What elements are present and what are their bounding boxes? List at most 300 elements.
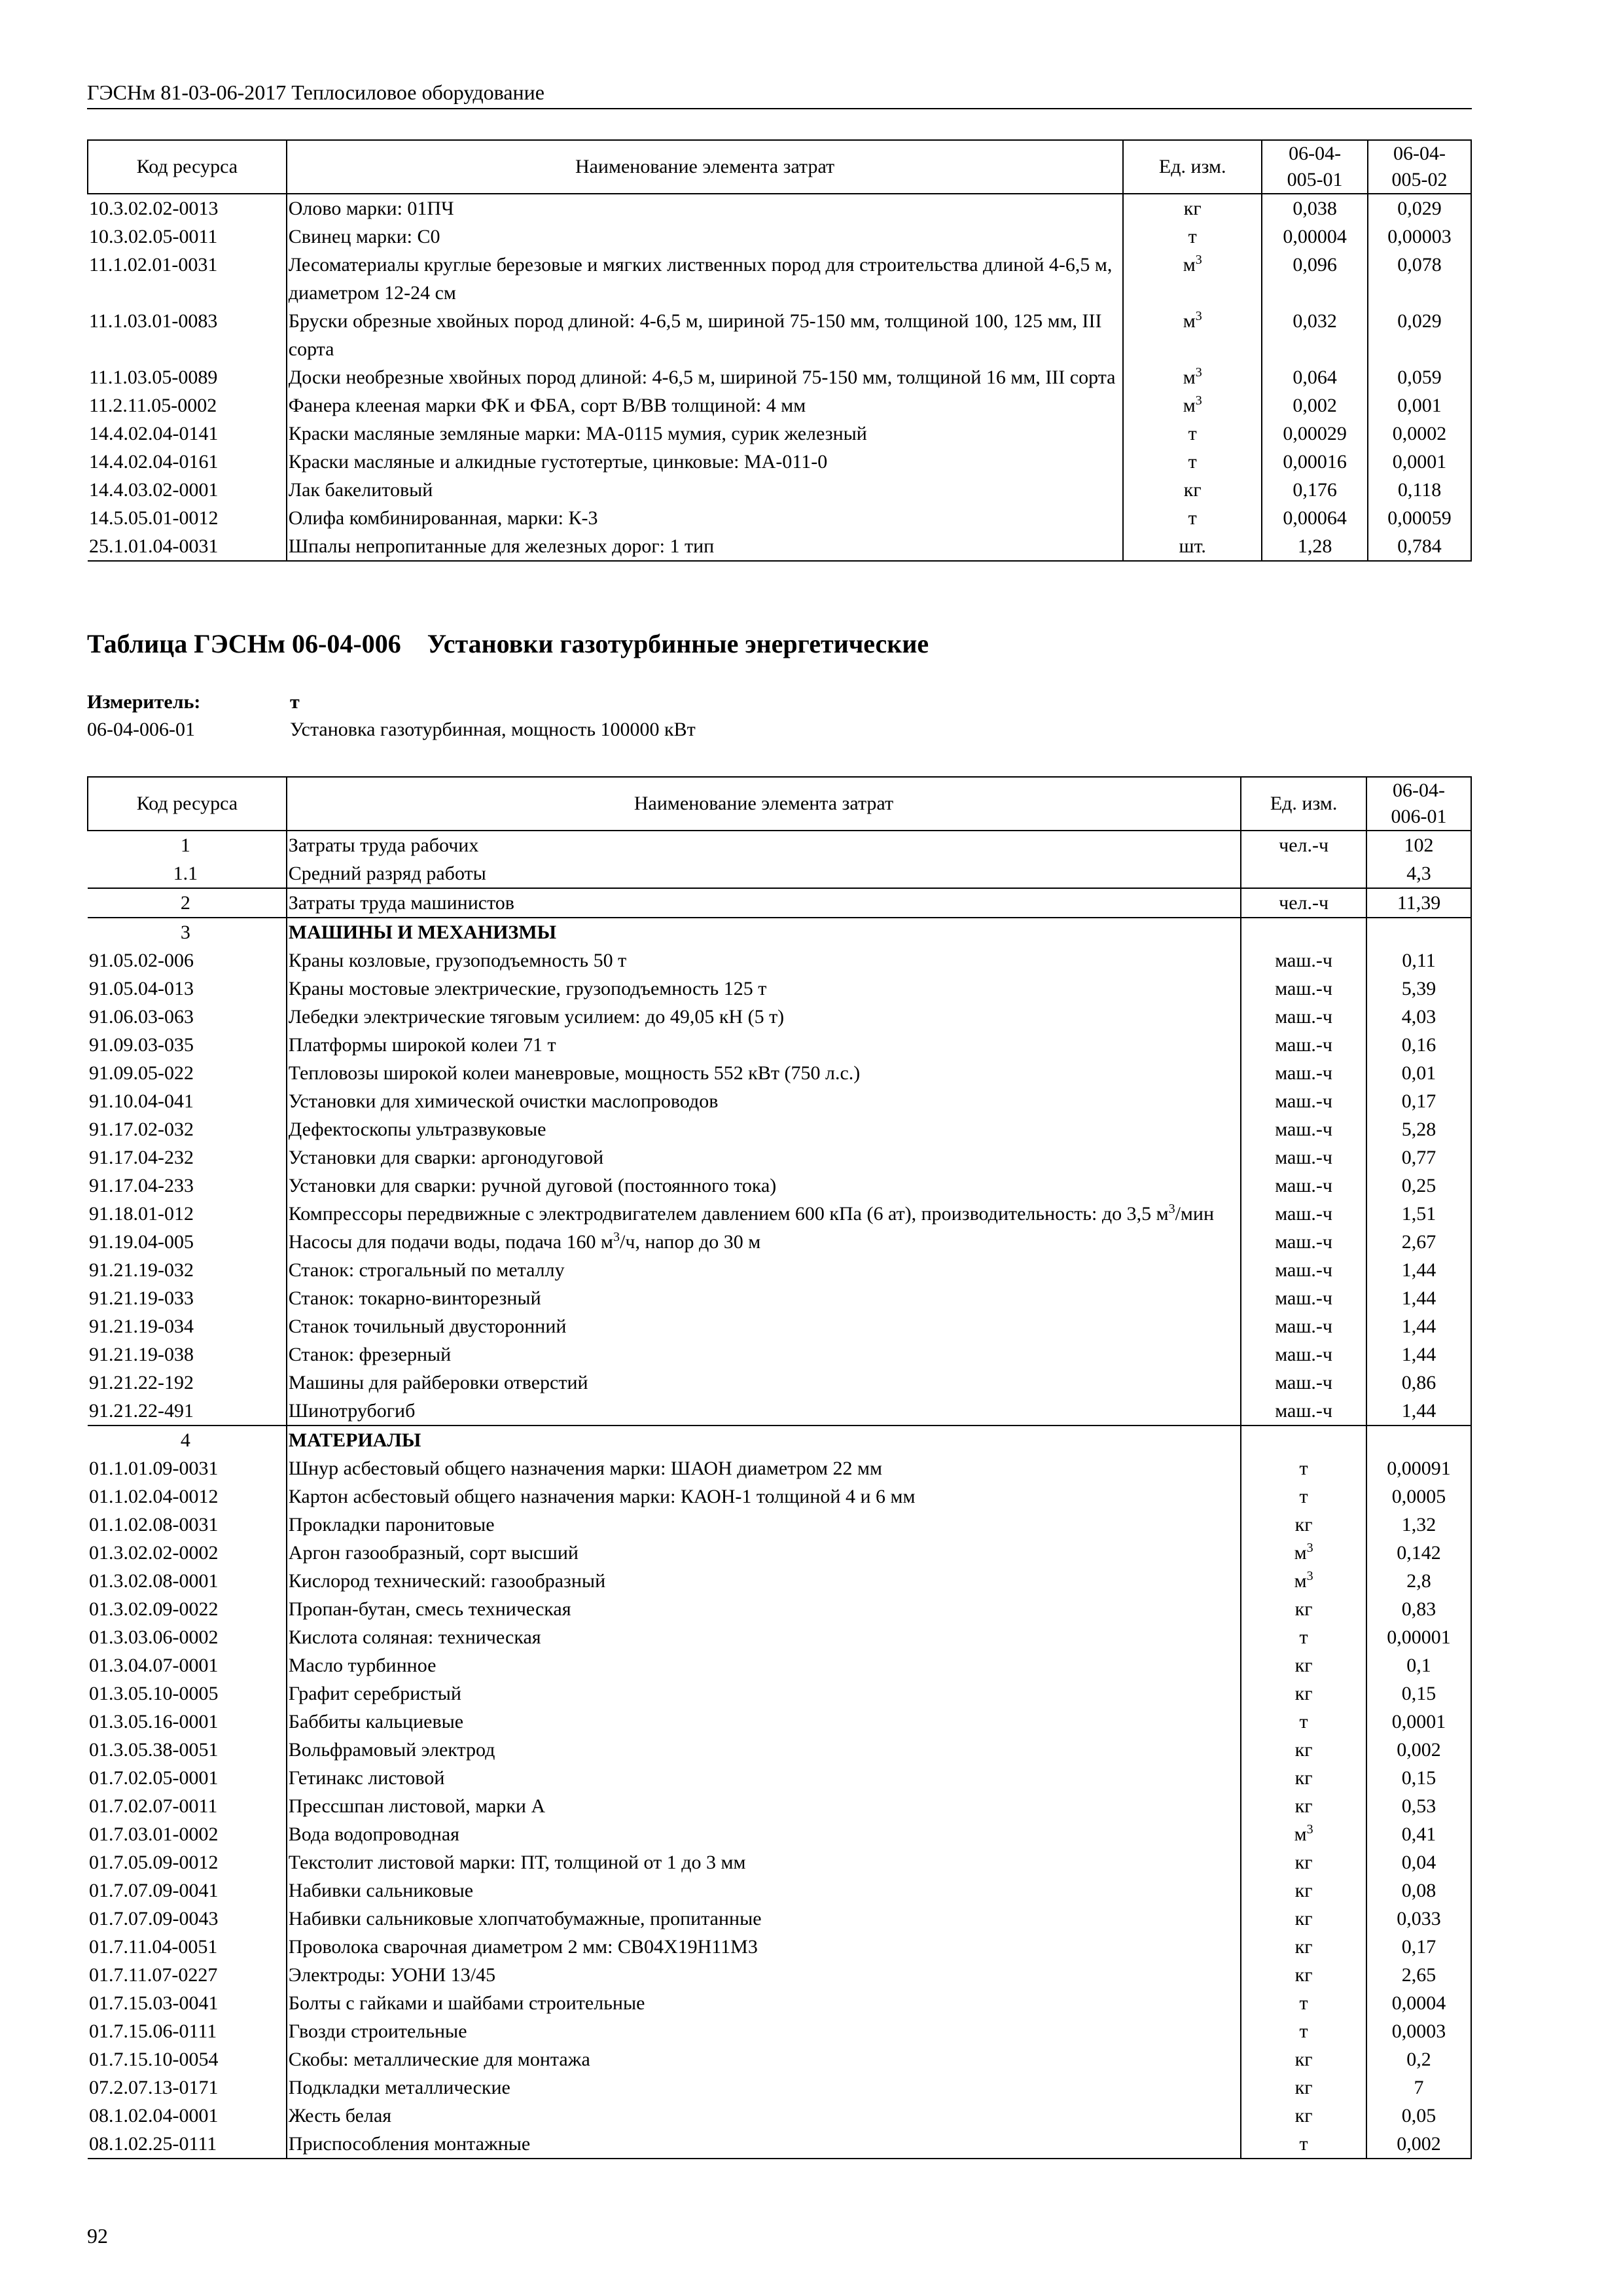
value-006-01: 1,44 xyxy=(1366,1312,1471,1340)
resource-code: 91.21.19-033 xyxy=(88,1284,287,1312)
value-005-01: 0,00064 xyxy=(1262,504,1368,532)
unit: маш.-ч xyxy=(1241,975,1366,1003)
table-row xyxy=(88,1708,1471,1736)
unit: кг xyxy=(1241,1905,1366,1933)
table-row xyxy=(88,194,1471,223)
unit: $м^3$ xyxy=(1123,363,1262,391)
resource-code: 91.05.04-013 xyxy=(88,975,287,1003)
unit: кг xyxy=(1241,1651,1366,1679)
norm-code: 06-04-006-01 xyxy=(87,719,195,740)
resource-code: 1.1 xyxy=(88,859,287,888)
resource-name: Гетинакс листовой xyxy=(287,1764,1241,1792)
resource-name: Набивки сальниковые xyxy=(287,1876,1241,1905)
value-005-02: 0,0002 xyxy=(1368,420,1471,448)
resource-name: Баббиты кальциевые xyxy=(287,1708,1241,1736)
table-row xyxy=(88,504,1471,532)
resource-name: Вода водопроводная xyxy=(287,1820,1241,1848)
table-row xyxy=(88,1284,1471,1312)
resource-name: МАТЕРИАЛЫ xyxy=(287,1426,1241,1454)
unit: маш.-ч xyxy=(1241,1369,1366,1397)
table-row xyxy=(88,859,1471,888)
table-row xyxy=(88,888,1471,918)
table-row xyxy=(88,2130,1471,2159)
unit: $м^3$ xyxy=(1241,1820,1366,1848)
table-row xyxy=(88,251,1471,307)
resource-code: 91.18.01-012 xyxy=(88,1200,287,1228)
value-006-01: 0,17 xyxy=(1366,1087,1471,1115)
resource-name: Электроды: УОНИ 13/45 xyxy=(287,1961,1241,1989)
value-006-01: 0,01 xyxy=(1366,1059,1471,1087)
value-006-01: 11,39 xyxy=(1366,888,1471,918)
table-row xyxy=(88,1200,1471,1228)
table-row xyxy=(88,1764,1471,1792)
col-header-unit: Ед. изм. xyxy=(1241,777,1366,831)
resource-code: 14.4.02.04-0161 xyxy=(88,448,287,476)
unit: кг xyxy=(1241,2073,1366,2102)
value-006-01: 1,32 xyxy=(1366,1511,1471,1539)
table-title-name: Установки газотурбинные энергетические xyxy=(427,629,929,658)
resource-name: Платформы широкой колеи 71 т xyxy=(287,1031,1241,1059)
unit: шт. xyxy=(1123,532,1262,561)
unit: кг xyxy=(1241,1848,1366,1876)
table-row xyxy=(88,1820,1471,1848)
norm-description: Установка газотурбинная, мощность 100000 кВт xyxy=(290,719,696,740)
unit: маш.-ч xyxy=(1241,1256,1366,1284)
value-006-01: 1,51 xyxy=(1366,1200,1471,1228)
resource-code: 91.05.02-006 xyxy=(88,946,287,975)
table-row xyxy=(88,1340,1471,1369)
value-005-02: 0,00059 xyxy=(1368,504,1471,532)
table-row xyxy=(88,1623,1471,1651)
value-006-01: 0,00001 xyxy=(1366,1623,1471,1651)
table-row xyxy=(88,1679,1471,1708)
value-006-01: 0,2 xyxy=(1366,2045,1471,2073)
resource-name: Олифа комбинированная, марки: К-3 xyxy=(287,504,1124,532)
unit: кг xyxy=(1241,1933,1366,1961)
unit: маш.-ч xyxy=(1241,1312,1366,1340)
value-006-01: 4,3 xyxy=(1366,859,1471,888)
resource-code: 08.1.02.04-0001 xyxy=(88,2102,287,2130)
resource-code: 01.3.02.02-0002 xyxy=(88,1539,287,1567)
unit: т xyxy=(1123,420,1262,448)
unit: кг xyxy=(1241,1764,1366,1792)
value-005-02: 0,118 xyxy=(1368,476,1471,504)
col-header-06-04-006-01: 06-04- 006-01 xyxy=(1366,777,1471,831)
value-005-02: 0,029 xyxy=(1368,307,1471,363)
resource-name: Затраты труда рабочих xyxy=(287,831,1241,859)
unit: т xyxy=(1241,1482,1366,1511)
unit: кг xyxy=(1241,1595,1366,1623)
resource-name: Картон асбестовый общего назначения марки: КАОН-1 толщиной 4 и 6 мм xyxy=(287,1482,1241,1511)
resource-name: Станок точильный двусторонний xyxy=(287,1312,1241,1340)
table-row xyxy=(88,918,1471,946)
resource-code: 08.1.02.25-0111 xyxy=(88,2130,287,2159)
resource-code: 01.7.03.01-0002 xyxy=(88,1820,287,1848)
resource-name: Гвозди строительные xyxy=(287,2017,1241,2045)
table-row xyxy=(88,1115,1471,1143)
table-row xyxy=(88,1933,1471,1961)
table-row xyxy=(88,1482,1471,1511)
resource-code: 01.3.03.06-0002 xyxy=(88,1623,287,1651)
resource-name: Доски необрезные хвойных пород длиной: 4-6,5 м, шириной 75-150 мм, толщиной 16 мм, III сорта xyxy=(287,363,1124,391)
table-row xyxy=(88,1905,1471,1933)
value-005-01: 0,064 xyxy=(1262,363,1368,391)
table-row xyxy=(88,946,1471,975)
table-row xyxy=(88,1087,1471,1115)
resource-name: Свинец марки: С0 xyxy=(287,223,1124,251)
value-006-01: 2,8 xyxy=(1366,1567,1471,1595)
table-row xyxy=(88,2045,1471,2073)
resource-code: 91.21.19-038 xyxy=(88,1340,287,1369)
value-006-01: 0,002 xyxy=(1366,2130,1471,2159)
measure-label: Измеритель: xyxy=(87,691,201,713)
resource-code: 01.3.05.10-0005 xyxy=(88,1679,287,1708)
table-row xyxy=(88,1059,1471,1087)
unit: $м^3$ xyxy=(1123,307,1262,363)
value-005-01: 0,038 xyxy=(1262,194,1368,223)
resource-code: 11.1.03.01-0083 xyxy=(88,307,287,363)
resource-name: Фанера клееная марки ФК и ФБА, сорт В/ВВ толщиной: 4 мм xyxy=(287,391,1124,420)
value-006-01: 0,0004 xyxy=(1366,1989,1471,2017)
col-header-code: Код ресурса xyxy=(88,777,287,831)
resource-code: 91.17.04-232 xyxy=(88,1143,287,1172)
table-row xyxy=(88,1511,1471,1539)
resource-name: Текстолит листовой марки: ПТ, толщиной от 1 до 3 мм xyxy=(287,1848,1241,1876)
resource-name: Насосы для подачи воды, подача 160 $м^3/ч$, напор до 30 м xyxy=(287,1228,1241,1256)
header-rule xyxy=(87,108,1472,109)
resource-code: 01.3.05.38-0051 xyxy=(88,1736,287,1764)
resource-code: 01.3.04.07-0001 xyxy=(88,1651,287,1679)
unit xyxy=(1241,1426,1366,1454)
unit: маш.-ч xyxy=(1241,1087,1366,1115)
table-row xyxy=(88,2017,1471,2045)
value-006-01: 0,142 xyxy=(1366,1539,1471,1567)
unit: маш.-ч xyxy=(1241,1340,1366,1369)
resource-code: 01.7.07.09-0043 xyxy=(88,1905,287,1933)
resource-code: 14.5.05.01-0012 xyxy=(88,504,287,532)
value-006-01: 0,17 xyxy=(1366,1933,1471,1961)
resource-code: 1 xyxy=(88,831,287,859)
table-row xyxy=(88,1567,1471,1595)
value-006-01: 0,16 xyxy=(1366,1031,1471,1059)
resource-code: 01.7.11.07-0227 xyxy=(88,1961,287,1989)
value-006-01: 0,04 xyxy=(1366,1848,1471,1876)
unit: маш.-ч xyxy=(1241,1143,1366,1172)
value-005-01: 0,00016 xyxy=(1262,448,1368,476)
measure-block xyxy=(87,689,696,744)
resource-name: Кислота соляная: техническая xyxy=(287,1623,1241,1651)
unit: т xyxy=(1241,1623,1366,1651)
resource-name: Приспособления монтажные xyxy=(287,2130,1241,2159)
resource-name: Подкладки металлические xyxy=(287,2073,1241,2102)
table-row xyxy=(88,363,1471,391)
unit: т xyxy=(1241,1708,1366,1736)
resource-name: Набивки сальниковые хлопчатобумажные, пропитанные xyxy=(287,1905,1241,1933)
resource-code: 91.09.03-035 xyxy=(88,1031,287,1059)
table-row xyxy=(88,1397,1471,1426)
page-number: 92 xyxy=(87,2224,108,2248)
resource-code: 91.21.22-192 xyxy=(88,1369,287,1397)
resource-name: Дефектоскопы ультразвуковые xyxy=(287,1115,1241,1143)
value-006-01: 1,44 xyxy=(1366,1397,1471,1426)
col-header-unit: Ед. изм. xyxy=(1123,140,1262,194)
unit: кг xyxy=(1241,1876,1366,1905)
unit: чел.-ч xyxy=(1241,888,1366,918)
value-006-01: 102 xyxy=(1366,831,1471,859)
table-row xyxy=(88,448,1471,476)
resource-code: 01.7.07.09-0041 xyxy=(88,1876,287,1905)
table-row xyxy=(88,1143,1471,1172)
resource-name: Аргон газообразный, сорт высший xyxy=(287,1539,1241,1567)
table-row xyxy=(88,1961,1471,1989)
value-006-01: 0,15 xyxy=(1366,1679,1471,1708)
unit: маш.-ч xyxy=(1241,1003,1366,1031)
table-title xyxy=(87,628,955,659)
unit: кг xyxy=(1123,476,1262,504)
value-006-01: 0,0003 xyxy=(1366,2017,1471,2045)
table-row xyxy=(88,1426,1471,1454)
value-006-01: 5,28 xyxy=(1366,1115,1471,1143)
resource-code: 91.21.19-034 xyxy=(88,1312,287,1340)
resource-code: 01.1.02.08-0031 xyxy=(88,1511,287,1539)
table-row xyxy=(88,2102,1471,2130)
resource-code: 11.2.11.05-0002 xyxy=(88,391,287,420)
resource-name: Тепловозы широкой колеи маневровые, мощность 552 кВт (750 л.с.) xyxy=(287,1059,1241,1087)
resource-name: Установки для сварки: ручной дуговой (постоянного тока) xyxy=(287,1172,1241,1200)
resource-code: 01.3.02.08-0001 xyxy=(88,1567,287,1595)
value-006-01 xyxy=(1366,918,1471,946)
value-005-01: 0,00029 xyxy=(1262,420,1368,448)
value-005-01: 1,28 xyxy=(1262,532,1368,561)
value-006-01: 5,39 xyxy=(1366,975,1471,1003)
table-title-label: Таблица ГЭСНм 06-04-006 xyxy=(87,629,401,658)
resource-name: Средний разряд работы xyxy=(287,859,1241,888)
value-005-01: 0,096 xyxy=(1262,251,1368,307)
resource-table-06-04-006 xyxy=(87,776,1472,2159)
table-row xyxy=(88,975,1471,1003)
table-row xyxy=(88,1989,1471,2017)
unit: $м^3$ xyxy=(1123,391,1262,420)
value-006-01: 0,002 xyxy=(1366,1736,1471,1764)
resource-code: 01.7.15.10-0054 xyxy=(88,2045,287,2073)
value-006-01: 0,11 xyxy=(1366,946,1471,975)
resource-code: 01.7.02.07-0011 xyxy=(88,1792,287,1820)
table-row xyxy=(88,1312,1471,1340)
value-005-01: 0,032 xyxy=(1262,307,1368,363)
resource-code: 01.3.02.09-0022 xyxy=(88,1595,287,1623)
resource-name: Компрессоры передвижные с электродвигателем давлением 600 кПа (6 ат), производительность: до 3,5 $м^3$/мин xyxy=(287,1200,1241,1228)
col-header-06-04-005-01: 06-04- 005-01 xyxy=(1262,140,1368,194)
measure-value: т xyxy=(290,691,300,713)
value-005-02: 0,059 xyxy=(1368,363,1471,391)
unit: кг xyxy=(1241,1961,1366,1989)
table-row xyxy=(88,391,1471,420)
col-header-code: Код ресурса xyxy=(88,140,287,194)
table-row xyxy=(88,831,1471,859)
resource-name: Бруски обрезные хвойных пород длиной: 4-6,5 м, шириной 75-150 мм, толщиной 100, 125 мм, III сорта xyxy=(287,307,1124,363)
table-row xyxy=(88,1539,1471,1567)
resource-code: 91.17.02-032 xyxy=(88,1115,287,1143)
resource-name: Прессшпан листовой, марки А xyxy=(287,1792,1241,1820)
resource-name: Шпалы непропитанные для железных дорог: 1 тип xyxy=(287,532,1124,561)
resource-code: 4 xyxy=(88,1426,287,1454)
resource-name: Прокладки паронитовые xyxy=(287,1511,1241,1539)
resource-name: Пропан-бутан, смесь техническая xyxy=(287,1595,1241,1623)
table-row xyxy=(88,1256,1471,1284)
table-row xyxy=(88,1454,1471,1482)
value-006-01: 0,53 xyxy=(1366,1792,1471,1820)
value-005-02: 0,078 xyxy=(1368,251,1471,307)
resource-code: 01.3.05.16-0001 xyxy=(88,1708,287,1736)
unit: т xyxy=(1123,223,1262,251)
unit: кг xyxy=(1123,194,1262,223)
table-row xyxy=(88,420,1471,448)
value-006-01: 2,65 xyxy=(1366,1961,1471,1989)
value-006-01: 0,25 xyxy=(1366,1172,1471,1200)
resource-name: Установки для химической очистки маслопроводов xyxy=(287,1087,1241,1115)
table-row xyxy=(88,1228,1471,1256)
resource-code: 91.19.04-005 xyxy=(88,1228,287,1256)
value-006-01: 0,0005 xyxy=(1366,1482,1471,1511)
resource-code: 01.7.02.05-0001 xyxy=(88,1764,287,1792)
unit: маш.-ч xyxy=(1241,1284,1366,1312)
resource-name: Станок: фрезерный xyxy=(287,1340,1241,1369)
table-row xyxy=(88,1876,1471,1905)
value-006-01: 0,00091 xyxy=(1366,1454,1471,1482)
resource-code: 01.7.05.09-0012 xyxy=(88,1848,287,1876)
resource-name: Скобы: металлические для монтажа xyxy=(287,2045,1241,2073)
unit: чел.-ч xyxy=(1241,831,1366,859)
table-row xyxy=(88,532,1471,561)
value-005-02: 0,784 xyxy=(1368,532,1471,561)
unit: $м^3$ xyxy=(1241,1539,1366,1567)
unit: $м^3$ xyxy=(1123,251,1262,307)
value-005-02: 0,0001 xyxy=(1368,448,1471,476)
table-row xyxy=(88,1792,1471,1820)
resource-code: 01.7.15.03-0041 xyxy=(88,1989,287,2017)
value-006-01: 0,05 xyxy=(1366,2102,1471,2130)
resource-code: 14.4.02.04-0141 xyxy=(88,420,287,448)
resource-code: 91.10.04-041 xyxy=(88,1087,287,1115)
value-006-01: 7 xyxy=(1366,2073,1471,2102)
value-006-01: 0,41 xyxy=(1366,1820,1471,1848)
value-005-01: 0,002 xyxy=(1262,391,1368,420)
resource-code: 01.1.01.09-0031 xyxy=(88,1454,287,1482)
resource-name: Лесоматериалы круглые березовые и мягких лиственных пород для строительства длиной 4-6,5 м, диаметром 12-24 см xyxy=(287,251,1124,307)
resource-name: Лак бакелитовый xyxy=(287,476,1124,504)
table-row xyxy=(88,1736,1471,1764)
resource-name: Краски масляные и алкидные густотертые, цинковые: МА-011-0 xyxy=(287,448,1124,476)
value-006-01: 2,67 xyxy=(1366,1228,1471,1256)
table-row xyxy=(88,1003,1471,1031)
resource-name: Шнур асбестовый общего назначения марки: ШАОН диаметром 22 мм xyxy=(287,1454,1241,1482)
resource-name: Установки для сварки: аргонодуговой xyxy=(287,1143,1241,1172)
unit: кг xyxy=(1241,2102,1366,2130)
unit: т xyxy=(1123,448,1262,476)
value-006-01 xyxy=(1366,1426,1471,1454)
value-006-01: 0,15 xyxy=(1366,1764,1471,1792)
unit: кг xyxy=(1241,1792,1366,1820)
unit: т xyxy=(1123,504,1262,532)
resource-code: 01.7.11.04-0051 xyxy=(88,1933,287,1961)
value-006-01: 0,77 xyxy=(1366,1143,1471,1172)
resource-code: 11.1.02.01-0031 xyxy=(88,251,287,307)
table-row xyxy=(88,1595,1471,1623)
resource-name: Краны мостовые электрические, грузоподъемность 125 т xyxy=(287,975,1241,1003)
resource-name: Вольфрамовый электрод xyxy=(287,1736,1241,1764)
value-006-01: 0,86 xyxy=(1366,1369,1471,1397)
unit: маш.-ч xyxy=(1241,1397,1366,1426)
resource-name: Масло турбинное xyxy=(287,1651,1241,1679)
unit: кг xyxy=(1241,1679,1366,1708)
resource-name: Графит серебристый xyxy=(287,1679,1241,1708)
resource-code: 25.1.01.04-0031 xyxy=(88,532,287,561)
resource-name: Краски масляные земляные марки: МА-0115 мумия, сурик железный xyxy=(287,420,1124,448)
unit: $м^3$ xyxy=(1241,1567,1366,1595)
col-header-06-04-005-02: 06-04- 005-02 xyxy=(1368,140,1471,194)
unit: маш.-ч xyxy=(1241,1059,1366,1087)
resource-code: 91.21.22-491 xyxy=(88,1397,287,1426)
value-005-01: 0,00004 xyxy=(1262,223,1368,251)
table-row xyxy=(88,1848,1471,1876)
resource-code: 91.21.19-032 xyxy=(88,1256,287,1284)
col-header-name: Наименование элемента затрат xyxy=(287,140,1124,194)
value-005-01: 0,176 xyxy=(1262,476,1368,504)
unit: т xyxy=(1241,2130,1366,2159)
resource-code: 01.1.02.04-0012 xyxy=(88,1482,287,1511)
resource-name: Лебедки электрические тяговым усилием: до 49,05 кН (5 т) xyxy=(287,1003,1241,1031)
unit: т xyxy=(1241,2017,1366,2045)
value-005-02: 0,029 xyxy=(1368,194,1471,223)
value-006-01: 0,08 xyxy=(1366,1876,1471,1905)
unit xyxy=(1241,918,1366,946)
table-row xyxy=(88,2073,1471,2102)
resource-code: 10.3.02.02-0013 xyxy=(88,194,287,223)
table-row xyxy=(88,1369,1471,1397)
resource-name: Болты с гайками и шайбами строительные xyxy=(287,1989,1241,2017)
resource-code: 10.3.02.05-0011 xyxy=(88,223,287,251)
unit: маш.-ч xyxy=(1241,1228,1366,1256)
resource-code: 91.09.05-022 xyxy=(88,1059,287,1087)
value-006-01: 1,44 xyxy=(1366,1284,1471,1312)
value-006-01: 1,44 xyxy=(1366,1256,1471,1284)
resource-name: Проволока сварочная диаметром 2 мм: СВ04Х19Н11М3 xyxy=(287,1933,1241,1961)
table-row xyxy=(88,307,1471,363)
unit: маш.-ч xyxy=(1241,1115,1366,1143)
resource-name: Олово марки: 01ПЧ xyxy=(287,194,1124,223)
unit: маш.-ч xyxy=(1241,1031,1366,1059)
unit: т xyxy=(1241,1454,1366,1482)
running-header: ГЭСНм 81-03-06-2017 Теплосиловое оборудование xyxy=(87,81,544,104)
resource-code: 2 xyxy=(88,888,287,918)
value-006-01: 0,0001 xyxy=(1366,1708,1471,1736)
value-006-01: 1,44 xyxy=(1366,1340,1471,1369)
unit: маш.-ч xyxy=(1241,1200,1366,1228)
value-006-01: 0,1 xyxy=(1366,1651,1471,1679)
value-005-02: 0,001 xyxy=(1368,391,1471,420)
resource-name: Станок: строгальный по металлу xyxy=(287,1256,1241,1284)
value-005-02: 0,00003 xyxy=(1368,223,1471,251)
resource-name: Кислород технический: газообразный xyxy=(287,1567,1241,1595)
resource-name: Станок: токарно-винторезный xyxy=(287,1284,1241,1312)
resource-table-06-04-005 xyxy=(87,139,1472,562)
resource-name: МАШИНЫ И МЕХАНИЗМЫ xyxy=(287,918,1241,946)
unit: т xyxy=(1241,1989,1366,2017)
table-row xyxy=(88,223,1471,251)
value-006-01: 4,03 xyxy=(1366,1003,1471,1031)
unit xyxy=(1241,859,1366,888)
resource-code: 91.06.03-063 xyxy=(88,1003,287,1031)
